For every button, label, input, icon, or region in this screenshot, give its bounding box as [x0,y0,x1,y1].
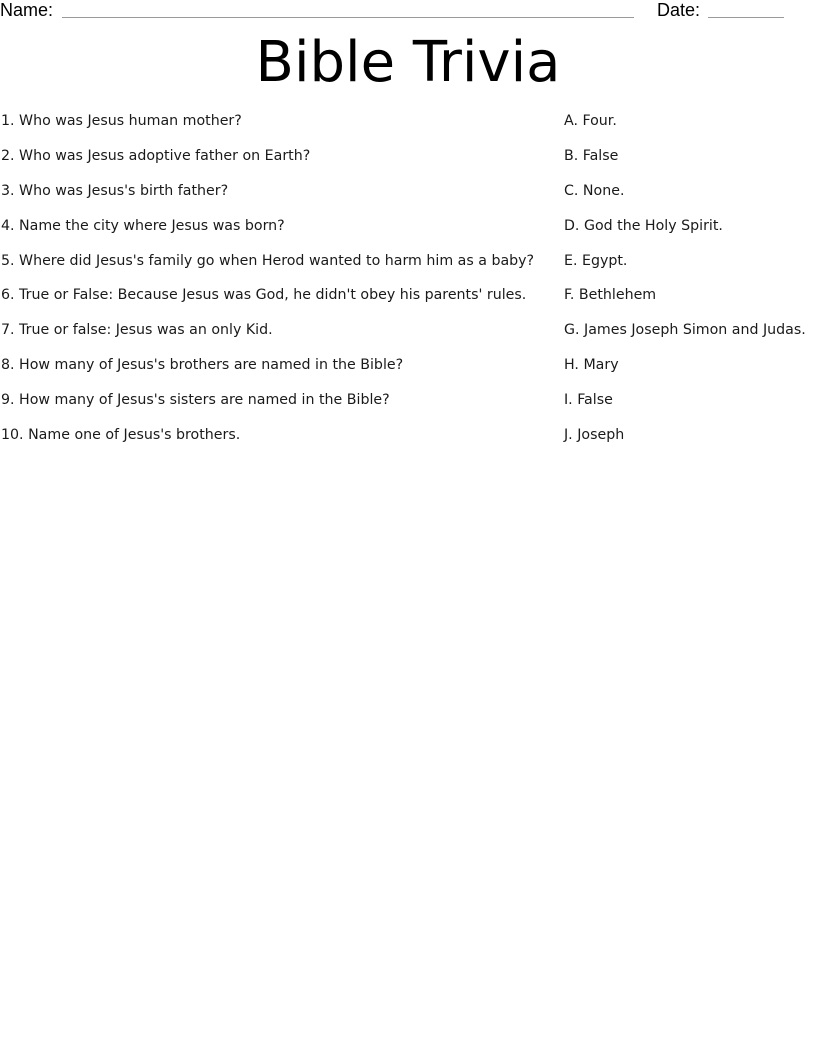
name-label: Name: [0,0,54,20]
question-item: 4. Name the city where Jesus was born? [1,217,285,234]
answer-item: H. Mary [564,357,619,374]
answer-item: F. Bethlehem [564,287,657,304]
question-item: 7. True or false: Jesus was an only Kid. [1,322,273,339]
header-row [0,0,816,22]
answer-item: I. False [564,392,613,409]
question-item: 2. Who was Jesus adoptive father on Earth? [1,147,311,164]
question-item: 9. How many of Jesus's sisters are named in the Bible? [1,392,390,409]
answer-item: B. False [564,147,619,164]
question-item: 8. How many of Jesus's brothers are named in the Bible? [1,357,404,374]
name-field-line[interactable] [62,17,634,18]
answer-item: J. Joseph [564,427,625,444]
question-item: 3. Who was Jesus's birth father? [1,182,229,199]
answer-item: C. None. [564,182,625,199]
answer-item: G. James Joseph Simon and Judas. [564,322,806,339]
question-item: 10. Name one of Jesus's brothers. [1,427,241,444]
question-list [1,111,556,460]
answer-item: D. God the Holy Spirit. [564,217,723,234]
question-item: 1. Who was Jesus human mother? [1,113,242,129]
answer-list [564,111,816,460]
question-item: 6. True or False: Because Jesus was God, he didn't obey his parents' rules. [1,287,527,304]
answer-item: E. Egypt. [564,252,628,269]
question-item: 5. Where did Jesus's family go when Herod wanted to harm him as a baby? [1,252,535,269]
page-title: Bible Trivia [255,30,561,95]
date-label: Date: [657,0,701,20]
date-field-line[interactable] [708,17,784,18]
answer-item: A. Four. [564,113,617,129]
